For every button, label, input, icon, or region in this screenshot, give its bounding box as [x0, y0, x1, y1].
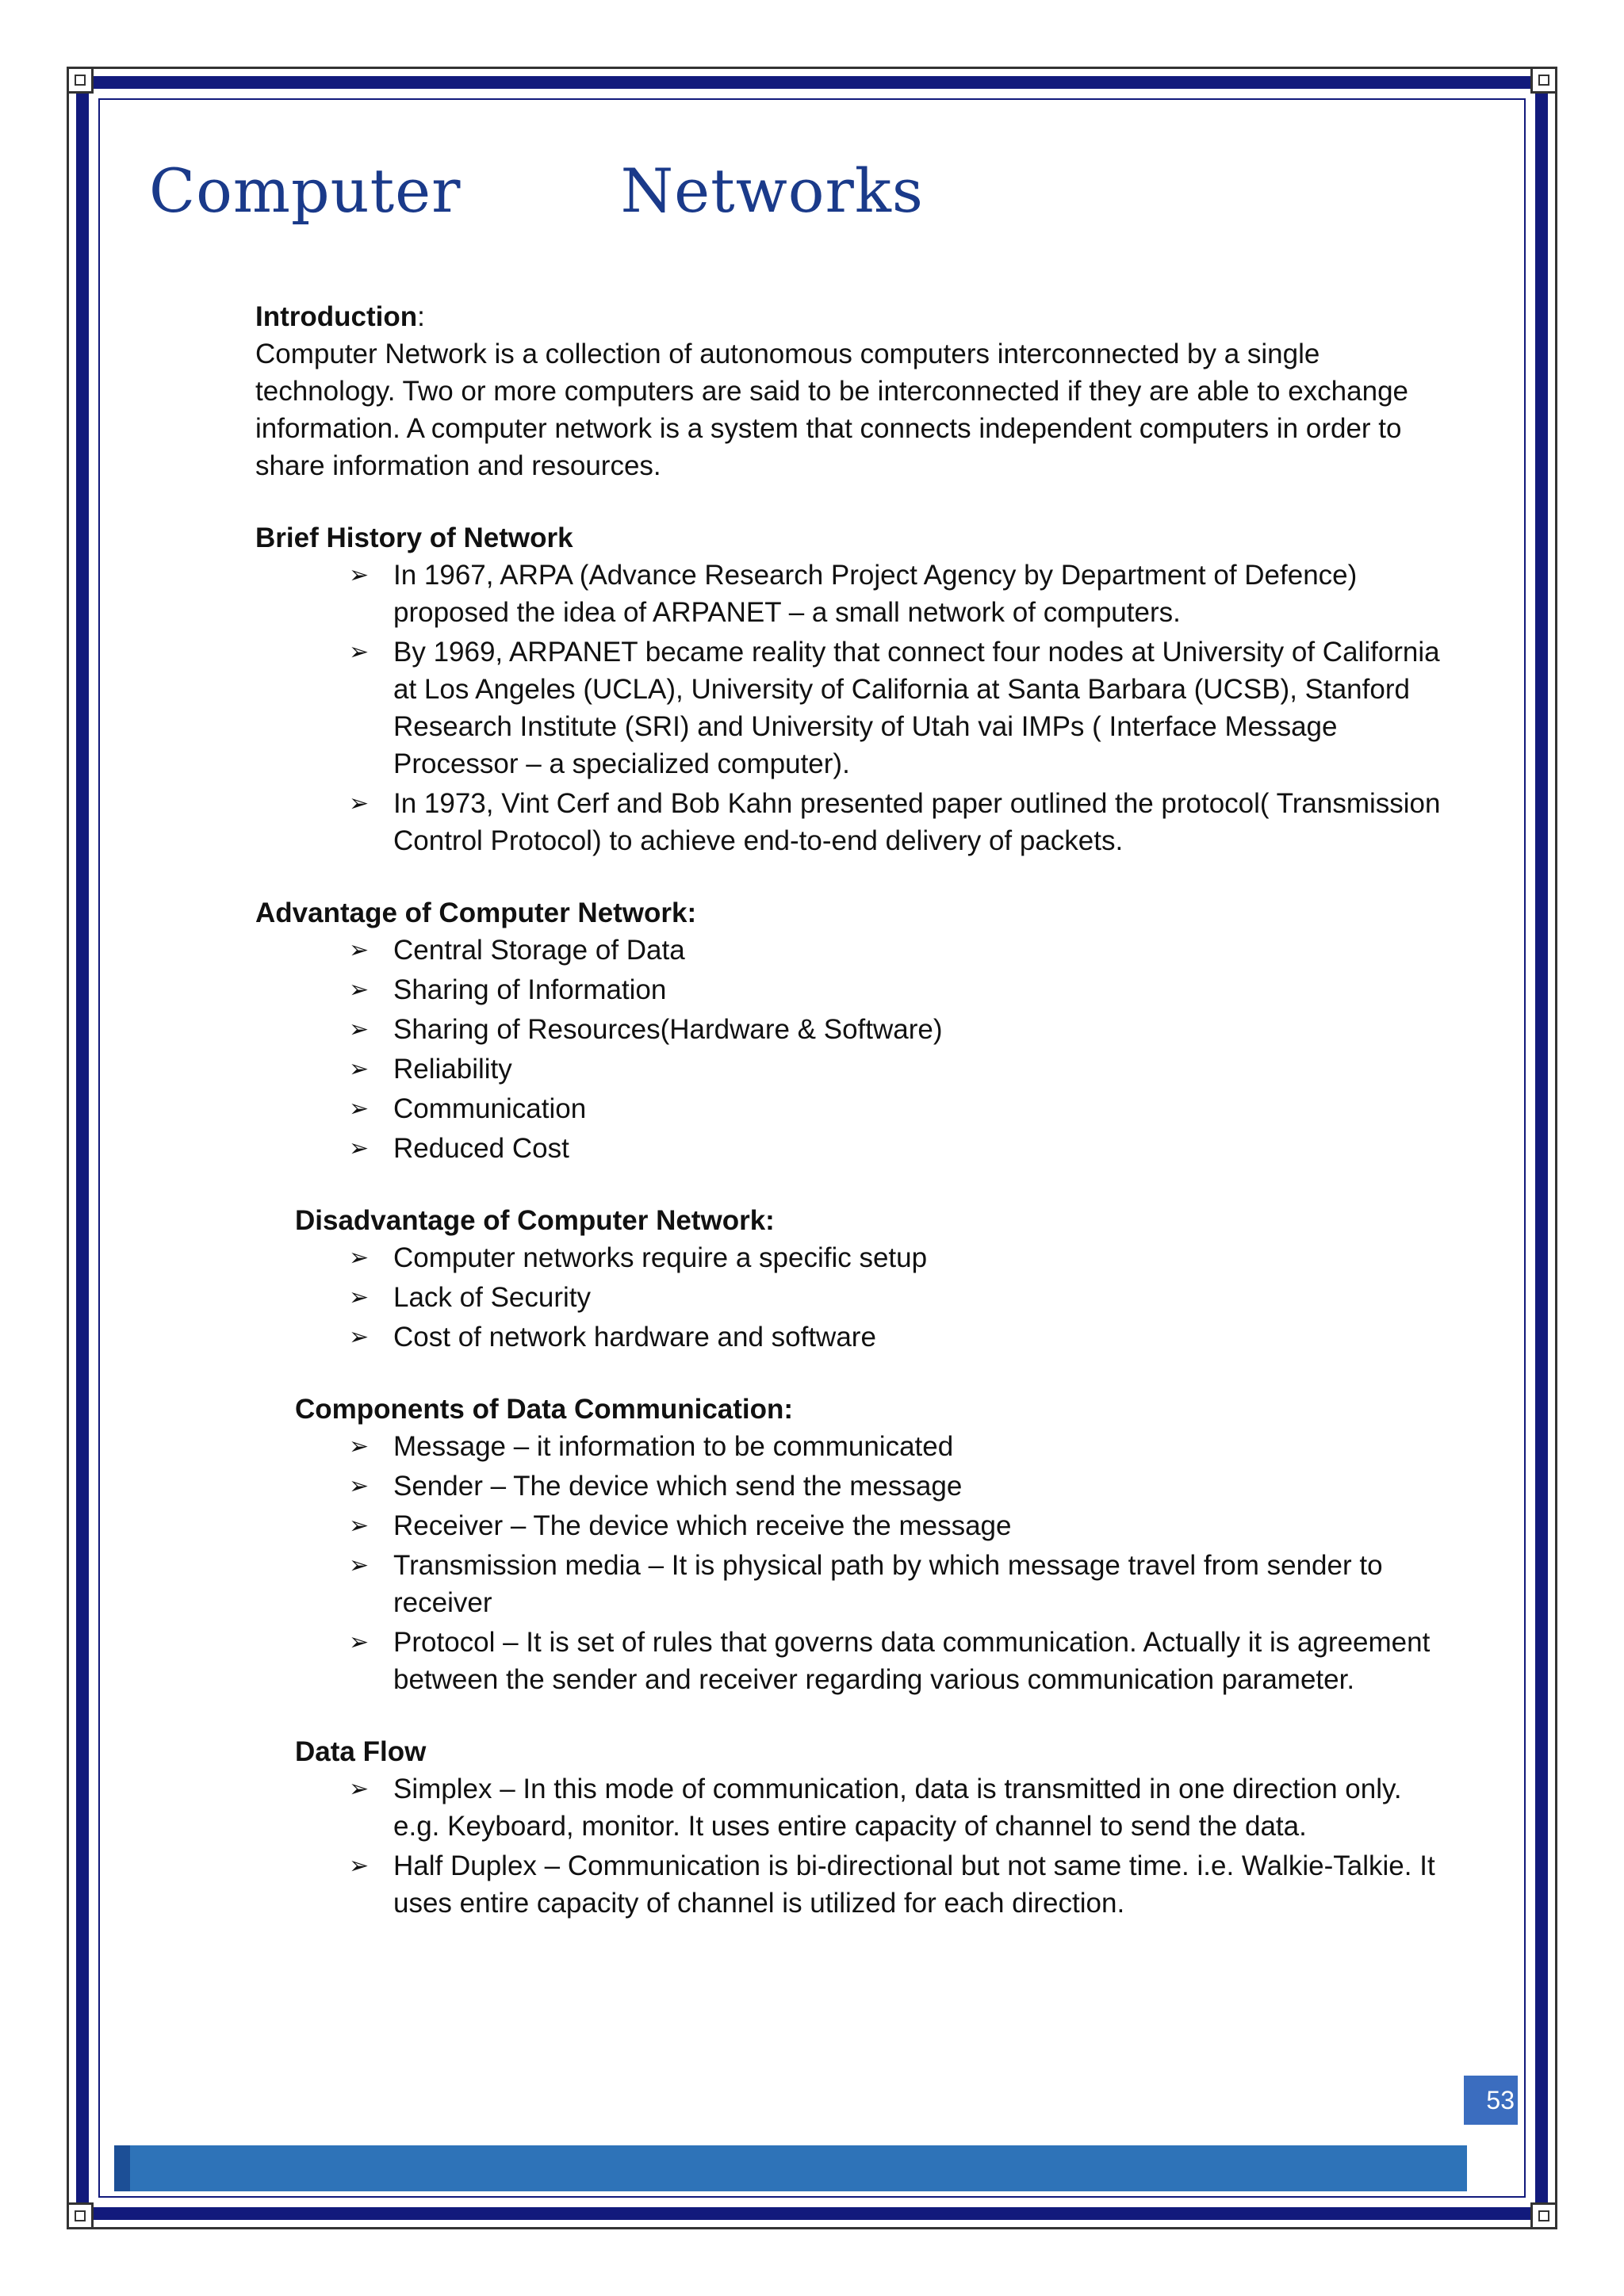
- corner-ornament-bottom-left: [67, 2202, 94, 2229]
- arrow-bullet-icon: ➢: [349, 977, 370, 1003]
- footer-bar: [114, 2145, 1467, 2191]
- arrow-bullet-icon: ➢: [349, 1853, 370, 1879]
- list-item: [349, 1279, 1445, 1316]
- list-item: [349, 1547, 1445, 1621]
- data-flow-heading: Data Flow: [295, 1736, 427, 1767]
- advantages-heading: Advantage of Computer Network:: [255, 897, 697, 928]
- list-item: [349, 971, 1445, 1008]
- list-item-text: Message – it information to be communicated: [393, 1431, 954, 1462]
- list-item: [349, 1090, 1445, 1127]
- corner-ornament-bottom-right: [1530, 2202, 1557, 2229]
- corner-ornament-top-right: [1530, 67, 1557, 94]
- arrow-bullet-icon: ➢: [349, 937, 370, 963]
- arrow-bullet-icon: ➢: [349, 1629, 370, 1655]
- arrow-bullet-icon: ➢: [349, 1513, 370, 1539]
- introduction-section: [255, 298, 1445, 484]
- arrow-bullet-icon: ➢: [349, 639, 370, 665]
- corner-ornament-top-left: [67, 67, 94, 94]
- list-item: [349, 1130, 1445, 1167]
- disadvantages-list: [295, 1239, 1445, 1356]
- introduction-colon: :: [417, 301, 425, 332]
- arrow-bullet-icon: ➢: [349, 1245, 370, 1271]
- list-item-text: Transmission media – It is physical path by which message travel from sender to receiver: [393, 1550, 1383, 1618]
- arrow-bullet-icon: ➢: [349, 1135, 370, 1161]
- list-item: [349, 785, 1445, 859]
- advantages-section: [255, 894, 1445, 1167]
- list-item: [349, 1770, 1445, 1845]
- list-item: [349, 1239, 1445, 1276]
- list-item-text: Reliability: [393, 1054, 512, 1085]
- list-item: [349, 1624, 1445, 1698]
- history-heading: Brief History of Network: [255, 522, 573, 553]
- arrow-bullet-icon: ➢: [349, 1016, 370, 1043]
- page-number: 53: [1464, 2076, 1518, 2125]
- document-body: [255, 298, 1445, 1957]
- list-item-text: Simplex – In this mode of communication, data is transmitted in one direction only. e.g. Keyboard, monitor. It uses entire capacity of channel to send the data.: [393, 1774, 1402, 1842]
- list-item-text: Half Duplex – Communication is bi-directional but not same time. i.e. Walkie-Talkie. It uses entire capacity of channel is utilized for each direction.: [393, 1850, 1435, 1919]
- introduction-heading-line: [255, 298, 1445, 335]
- data-flow-list: [295, 1770, 1445, 1922]
- components-list: [295, 1428, 1445, 1698]
- list-item-text: Communication: [393, 1093, 587, 1124]
- disadvantages-section: [295, 1202, 1445, 1356]
- components-heading: Components of Data Communication:: [295, 1394, 794, 1425]
- history-list: [255, 557, 1445, 859]
- arrow-bullet-icon: ➢: [349, 1776, 370, 1802]
- list-item-text: In 1967, ARPA (Advance Research Project Agency by Department of Defence) proposed the idea of ARPANET – a small network of computers.: [393, 560, 1358, 628]
- arrow-bullet-icon: ➢: [349, 1433, 370, 1460]
- list-item: [349, 1847, 1445, 1922]
- list-item-text: Receiver – The device which receive the message: [393, 1510, 1012, 1541]
- list-item-text: In 1973, Vint Cerf and Bob Kahn presented paper outlined the protocol( Transmission Control Protocol) to achieve end-to-end delivery of packets.: [393, 788, 1441, 856]
- list-item: [349, 1507, 1445, 1544]
- history-section: [255, 519, 1445, 859]
- list-item-text: Cost of network hardware and software: [393, 1322, 876, 1353]
- arrow-bullet-icon: ➢: [349, 1324, 370, 1350]
- disadvantages-heading: Disadvantage of Computer Network:: [295, 1205, 775, 1236]
- components-section: [295, 1391, 1445, 1698]
- introduction-heading: Introduction: [255, 301, 418, 332]
- list-item-text: By 1969, ARPANET became reality that connect four nodes at University of California at Los Angeles (UCLA), University of California at Santa Barbara (UCSB), Stanford Research Institute (SRI) and University of Utah vai IMPs ( Interface Message Processor – a specialized computer).: [393, 637, 1440, 779]
- arrow-bullet-icon: ➢: [349, 1096, 370, 1122]
- list-item-text: Protocol – It is set of rules that governs data communication. Actually it is agreement between the sender and receiver regarding various communication parameter.: [393, 1627, 1431, 1695]
- list-item-text: Computer networks require a specific setup: [393, 1242, 928, 1273]
- list-item-text: Sharing of Information: [393, 974, 667, 1005]
- list-item: [349, 932, 1445, 969]
- list-item-text: Sharing of Resources(Hardware & Software): [393, 1014, 943, 1045]
- list-item: [349, 1318, 1445, 1356]
- advantages-list: [255, 932, 1445, 1167]
- introduction-text: Computer Network is a collection of autonomous computers interconnected by a single technology. Two or more computers are said to be interconnected if they are able to exchange information. A computer network is a system that connects independent computers in order to share information and resources.: [255, 339, 1409, 481]
- arrow-bullet-icon: ➢: [349, 1056, 370, 1082]
- data-flow-section: [295, 1733, 1445, 1922]
- list-item: [349, 1428, 1445, 1465]
- list-item-text: Central Storage of Data: [393, 935, 685, 966]
- list-item: [349, 1468, 1445, 1505]
- list-item-text: Reduced Cost: [393, 1133, 569, 1164]
- list-item: [349, 633, 1445, 783]
- arrow-bullet-icon: ➢: [349, 790, 370, 817]
- arrow-bullet-icon: ➢: [349, 1552, 370, 1578]
- page-title: Computer Networks: [149, 155, 924, 226]
- arrow-bullet-icon: ➢: [349, 562, 370, 588]
- list-item: [349, 1050, 1445, 1088]
- list-item: [349, 557, 1445, 631]
- list-item-text: Sender – The device which send the message: [393, 1471, 963, 1502]
- arrow-bullet-icon: ➢: [349, 1284, 370, 1311]
- list-item: [349, 1011, 1445, 1048]
- list-item-text: Lack of Security: [393, 1282, 591, 1313]
- arrow-bullet-icon: ➢: [349, 1473, 370, 1499]
